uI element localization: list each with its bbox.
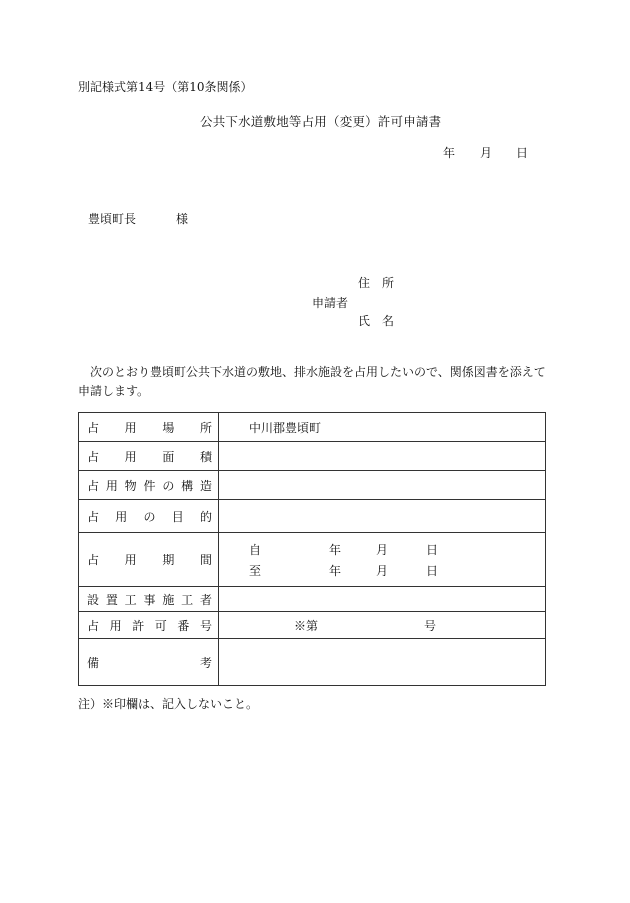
date-day: 日 [516,146,529,160]
label-char: 占 [87,509,100,524]
label-char: 用 [124,420,137,435]
document-title: 公共下水道敷地等占用（変更）許可申請書 [200,114,442,129]
addressee-honorific: 様 [176,212,189,226]
label-char: 事 [143,592,156,607]
label-char: 目 [171,509,184,524]
label-char: 用 [124,553,137,567]
table-row [79,639,546,686]
label-cell [79,587,219,612]
value-cell[interactable] [219,413,546,442]
structure-value-cell[interactable] [219,471,546,500]
table-row [79,471,546,500]
permit-suffix: 号 [424,618,437,633]
label-char: 件 [143,478,156,493]
period-from-day: 日 [426,542,439,557]
label-char: 許 [132,618,145,633]
label-char: の [162,478,175,493]
date-line [443,146,528,160]
applicant-label: 申請者 [312,296,349,310]
period-from-year: 年 [329,542,342,557]
label-char: 番 [177,618,190,633]
table-row [79,612,546,639]
period-to-month: 月 [376,563,389,578]
addressee [88,212,188,226]
label-char: 場 [162,420,175,435]
label-char: 面 [162,449,175,464]
addressee-name: 豊頃町長 [88,212,137,226]
label-cell [79,471,219,500]
period-from-line [219,539,545,560]
table-row [79,442,546,471]
label-char: 占 [87,553,100,567]
applicant-name-label: 氏 名 [358,314,395,328]
period-from-month: 月 [376,542,389,557]
label-char: 者 [199,592,212,607]
table-row [79,500,546,533]
label-cell [79,500,219,533]
label-char: 用 [105,478,118,493]
label-char: 考 [199,655,212,670]
applicant-address-label: 住 所 [358,276,395,290]
permit-prefix: ※第 [294,618,319,633]
label-char: 用 [124,449,137,464]
purpose-value-cell[interactable] [219,500,546,533]
label-char: 的 [199,509,212,524]
table-row [79,587,546,612]
table-row [79,533,546,587]
period-to-year: 年 [329,563,342,578]
date-year: 年 [443,146,456,160]
contractor-value-cell[interactable] [219,587,546,612]
label-char: 用 [115,509,128,524]
permit-number-line [219,617,545,634]
application-form-table [78,412,546,686]
label-char: 期 [162,553,175,567]
label-char: 置 [105,592,118,607]
form-number-label: 別記様式第14号（第10条関係） [78,80,253,94]
area-value-cell[interactable] [219,442,546,471]
label-char: 物 [124,478,137,493]
date-month: 月 [480,146,493,160]
label-char: 占 [87,449,100,464]
label-cell [79,612,219,639]
label-char: 備 [87,655,100,670]
label-char: 用 [109,618,122,633]
label-cell [79,639,219,686]
label-char: 占 [87,478,100,493]
label-char: 占 [87,618,100,633]
label-char: 間 [199,553,212,567]
label-cell [79,413,219,442]
label-cell [79,442,219,471]
label-char: 工 [181,592,194,607]
label-char: 占 [87,420,100,435]
period-to-line [219,560,545,581]
label-char: 号 [199,618,212,633]
label-char: 施 [162,592,175,607]
label-char: 積 [199,449,212,464]
label-char: 可 [154,618,167,633]
permit-number-cell[interactable] [219,612,546,639]
label-char: 造 [199,478,212,493]
period-value-cell[interactable] [219,533,546,587]
label-char: 所 [199,420,212,435]
label-char: 設 [87,592,100,607]
location-value: 中川郡豊頃町 [249,420,322,435]
label-cell [79,533,219,587]
label-char: 工 [124,592,137,607]
label-char: 構 [181,478,194,493]
label-char: の [143,509,156,524]
period-from-prefix: 自 [249,542,262,557]
period-to-prefix: 至 [249,563,262,578]
period-to-day: 日 [426,563,439,578]
footnote: 注）※印欄は、記入しないこと。 [78,697,259,711]
remarks-value-cell[interactable] [219,639,546,686]
table-row [79,413,546,442]
application-statement: 次のとおり豊頃町公共下水道の敷地、排水施設を占用したいので、関係図書を添えて申請します。 [78,365,546,398]
